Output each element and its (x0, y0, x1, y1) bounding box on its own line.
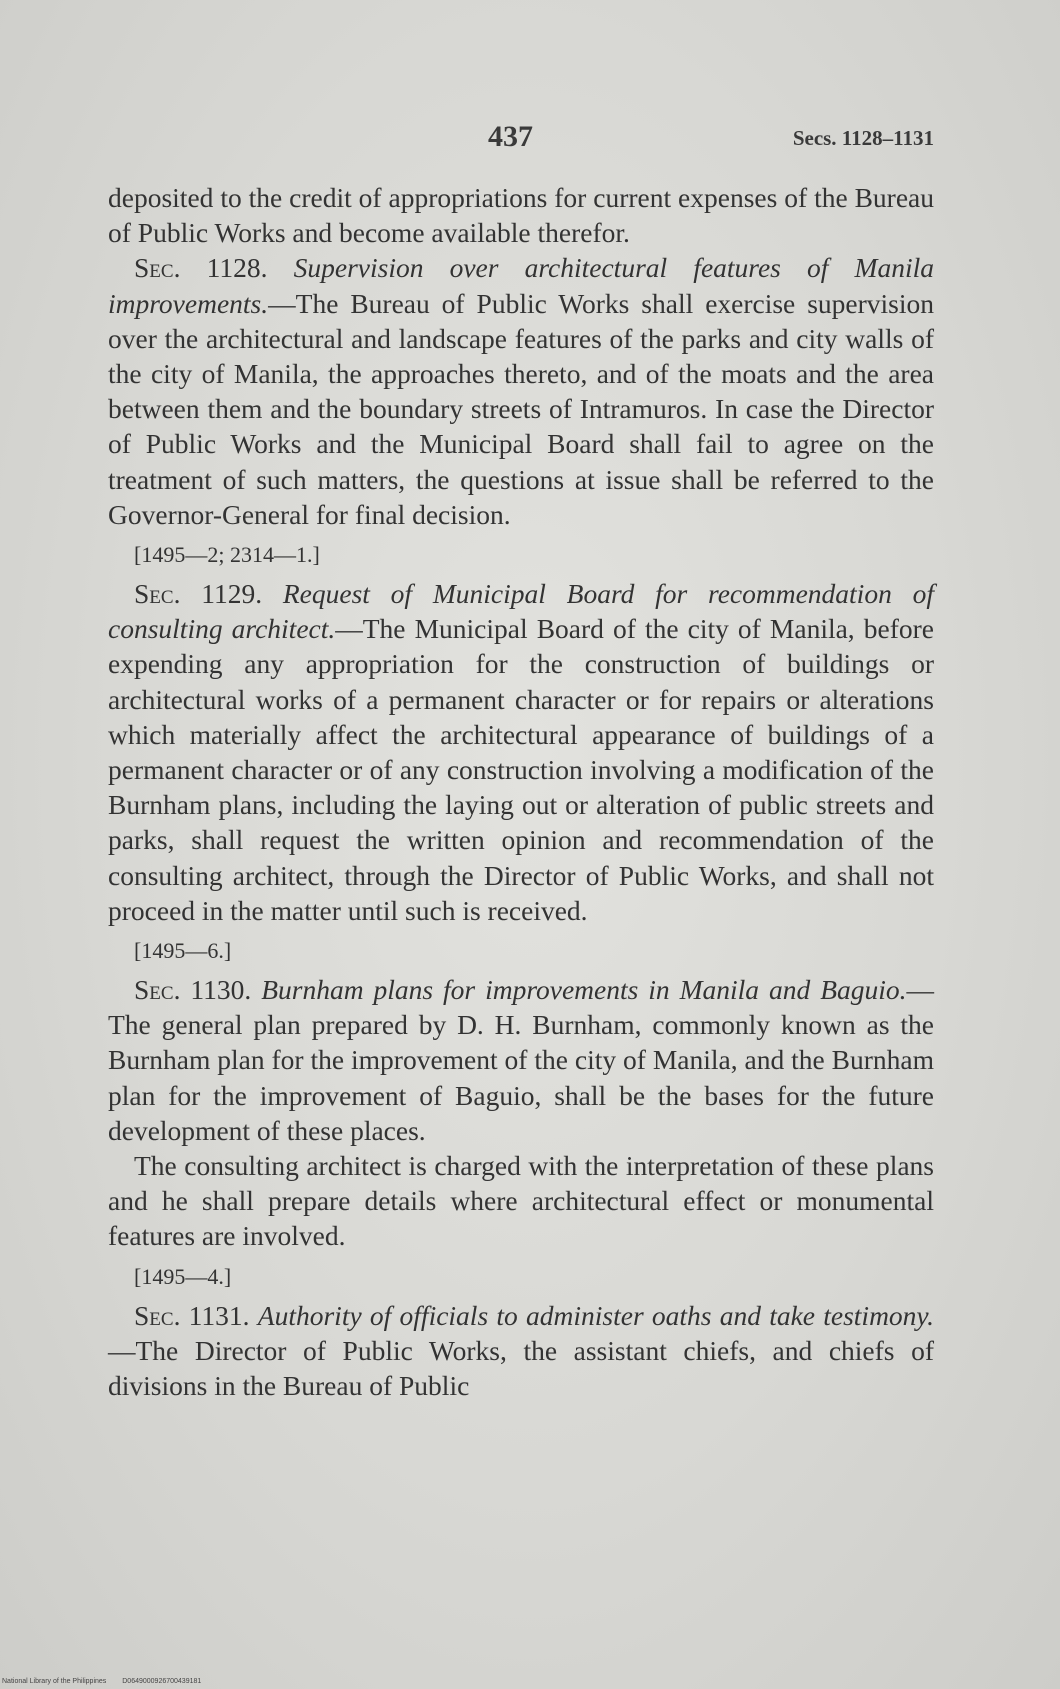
page-body (108, 180, 934, 1403)
section-1131 (108, 1298, 934, 1404)
citation: [1495—4.] (134, 1263, 232, 1289)
section-range: Secs. 1128–1131 (792, 126, 934, 150)
section-label: Sec. 1130. (134, 974, 252, 1006)
page-number: 437 (488, 120, 533, 153)
section-1130 (108, 972, 934, 1148)
section-text: —The Bureau of Public Works shall exercise supervision over the architectural and landscape features of the parks and city walls of the city of Manila, the approaches thereto, and of the moats and the area between them and the boundary streets of Intramuros. In case the Director of Public Works and the Municipal Board shall fail to agree on the treatment of such matters, the questions at issue shall be referred to the Governor-General for final decision. (108, 287, 934, 530)
section-1129 (108, 576, 934, 928)
scan-footer (2, 1678, 215, 1685)
section-label: Sec. 1128. (134, 252, 268, 284)
section-1128 (108, 250, 934, 532)
page-header (108, 120, 934, 160)
section-label: Sec. 1129. (134, 578, 263, 610)
section-text: —The Municipal Board of the city of Manila, before expending any appropriation for the construction of buildings or architectural works of a permanent character or for repairs or alterations which materially affect the architectural appearance of buildings of a permanent character or of any construction involving a modification of the Burnham plans, including the laying out or alteration of public streets and parks, shall request the written opinion and recommendation of the consulting architect, through the Director of Public Works, and shall not proceed in the matter until such is received. (108, 613, 934, 926)
paragraph-continued: deposited to the credit of appropriations for current expenses of the Bureau of Public Works and become available therefor. (108, 182, 934, 249)
section-title: Burnham plans for improvements in Manila and Baguio. (261, 974, 907, 1006)
section-text: —The general plan prepared by D. H. Burnham, commonly known as the Burnham plan for the improvement of the city of Manila, and the Burnham plan for the improvement of Baguio, shall be the bases for the future development of these places. (108, 974, 935, 1146)
library-credit: National Library of the Philippines (2, 1678, 107, 1685)
section-title: Request of Municipal Board for recommendation of consulting architect. (108, 578, 934, 645)
section-1130-paragraph-2: The consulting architect is charged with the interpretation of these plans and he shall prepare details where architectural effect or monumental features are involved. (108, 1150, 934, 1252)
section-text: —The Director of Public Works, the assistant chiefs, and chiefs of divisions in the Bureau of Public (108, 1334, 934, 1402)
citation: [1495—2; 2314—1.] (134, 542, 320, 568)
image-code: D0649000926700439181 (122, 1678, 202, 1685)
section-label: Sec. 1131. (134, 1299, 250, 1331)
section-title: Authority of officials to administer oaths and take testimony. (257, 1299, 935, 1331)
section-title: Supervision over architectural features of Manila improvements. (108, 252, 935, 319)
citation: [1495—6.] (134, 938, 232, 964)
